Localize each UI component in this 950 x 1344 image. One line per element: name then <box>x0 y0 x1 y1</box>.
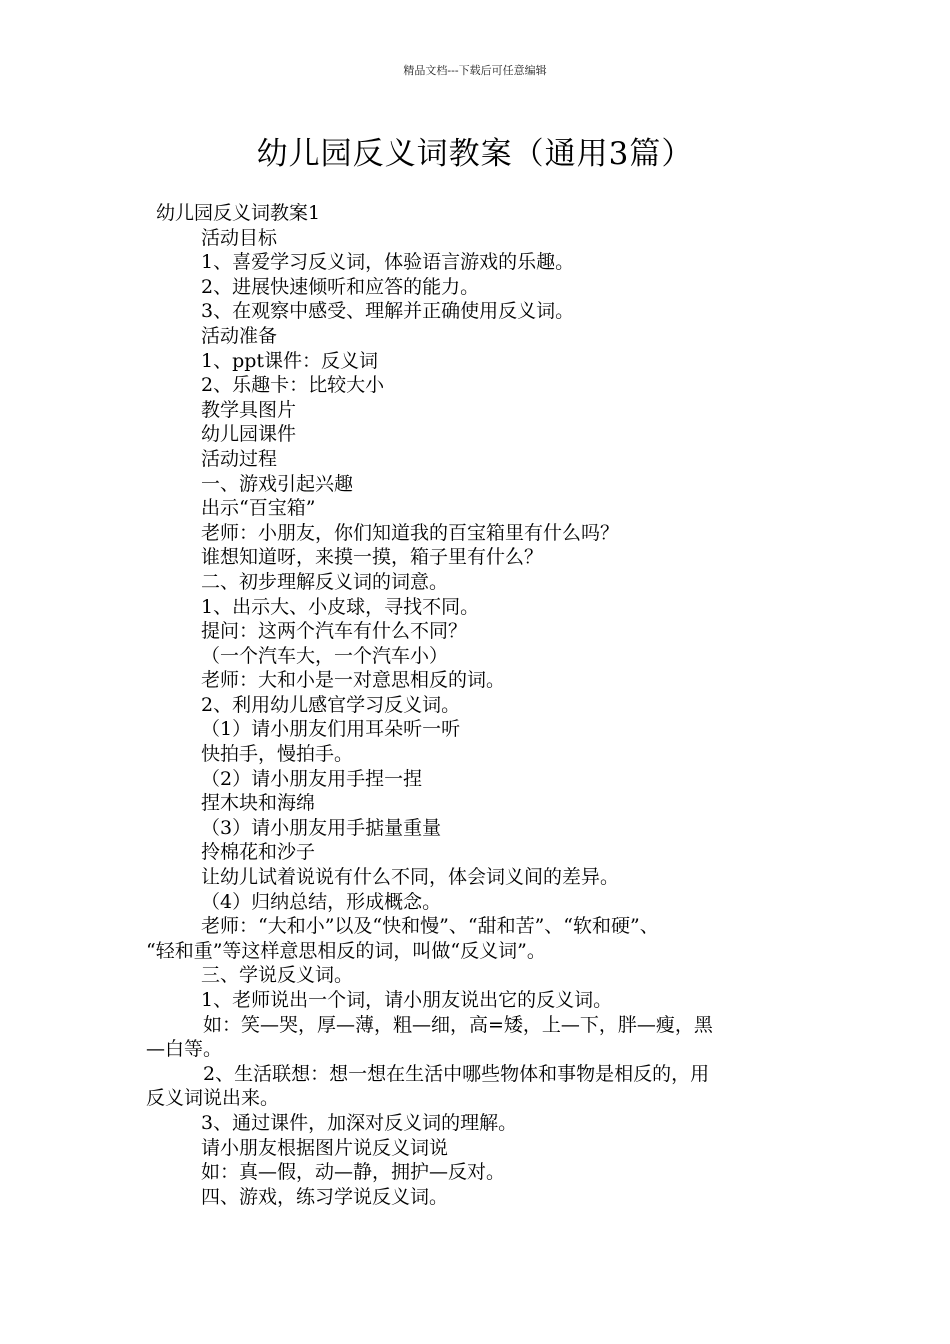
text-line: 老师：大和小是一对意思相反的词。 <box>201 669 506 692</box>
text-line: 幼儿园课件 <box>201 423 297 446</box>
paragraph-line: 反义词说出来。 <box>146 1087 280 1110</box>
text-line: （3）请小朋友用手掂量重量 <box>201 816 442 839</box>
text-line: 活动准备 <box>201 324 278 347</box>
text-line: （1）请小朋友们用耳朵听一听 <box>201 718 461 741</box>
text-line: （一个汽车大，一个汽车小） <box>201 644 449 667</box>
text-line: 四、游戏，练习学说反义词。 <box>201 1185 449 1208</box>
paragraph-line: 老师：“大和小”以及“快和慢”、“甜和苦”、“软和硬”、 <box>201 915 659 938</box>
text-line: 让幼儿试着说说有什么不同，体会词义间的差异。 <box>201 866 620 889</box>
text-line: 谁想知道呀，来摸一摸，箱子里有什么？ <box>201 546 544 569</box>
page-header: 精品文档---下载后可任意编辑 <box>403 64 547 77</box>
text-line: 一、游戏引起兴趣 <box>201 472 354 495</box>
text-line: 2、利用幼儿感官学习反义词。 <box>201 693 461 716</box>
text-line: 教学具图片 <box>201 398 297 421</box>
text-line: （4）归纳总结，形成概念。 <box>201 890 442 913</box>
text-line: 如：真—假，动—静，拥护—反对。 <box>201 1161 506 1184</box>
text-line: 提问：这两个汽车有什么不同？ <box>201 620 468 643</box>
text-line: （2）请小朋友用手捏一捏 <box>201 767 423 790</box>
text-line: 二、初步理解反义词的词意。 <box>201 570 449 593</box>
text-line: 2、进展快速倾听和应答的能力。 <box>201 275 480 298</box>
paragraph-line: —白等。 <box>146 1038 223 1061</box>
text-line: 1、ppt课件：反义词 <box>201 349 379 372</box>
document-title: 幼儿园反义词教案（通用3篇） <box>256 136 694 172</box>
text-line: 拎棉花和沙子 <box>201 841 316 864</box>
text-line: 活动过程 <box>201 447 278 470</box>
text-line: 3、在观察中感受、理解并正确使用反义词。 <box>201 300 575 323</box>
text-line: 快拍手，慢拍手。 <box>201 743 354 766</box>
text-line: 捏木块和海绵 <box>201 792 316 815</box>
text-line: 1、喜爱学习反义词，体验语言游戏的乐趣。 <box>201 251 575 274</box>
text-line: 1、老师说出一个词，请小朋友说出它的反义词。 <box>201 989 613 1011</box>
text-line: 老师：小朋友，你们知道我的百宝箱里有什么吗？ <box>201 521 620 544</box>
text-line: 活动目标 <box>201 226 278 249</box>
paragraph-line: 2、生活联想：想一想在生活中哪些物体和事物是相反的，用 <box>203 1062 710 1085</box>
text-line: 三、学说反义词。 <box>201 964 354 987</box>
paragraph-line: “轻和重”等这样意思相反的词，叫做“反义词”。 <box>146 939 546 962</box>
document-body <box>146 201 826 1209</box>
paragraph-line: 如：笑—哭，厚—薄，粗—细，高=矮，上—下，胖—瘦，黑 <box>203 1013 713 1036</box>
text-line: 1、出示大、小皮球，寻找不同。 <box>201 595 480 618</box>
text-line: 3、通过课件，加深对反义词的理解。 <box>201 1111 518 1134</box>
text-line: 出示“百宝箱” <box>201 497 316 520</box>
text-line: 2、乐趣卡：比较大小 <box>201 374 385 397</box>
text-line: 请小朋友根据图片说反义词说 <box>201 1136 449 1159</box>
section-subtitle: 幼儿园反义词教案1 <box>156 202 321 224</box>
